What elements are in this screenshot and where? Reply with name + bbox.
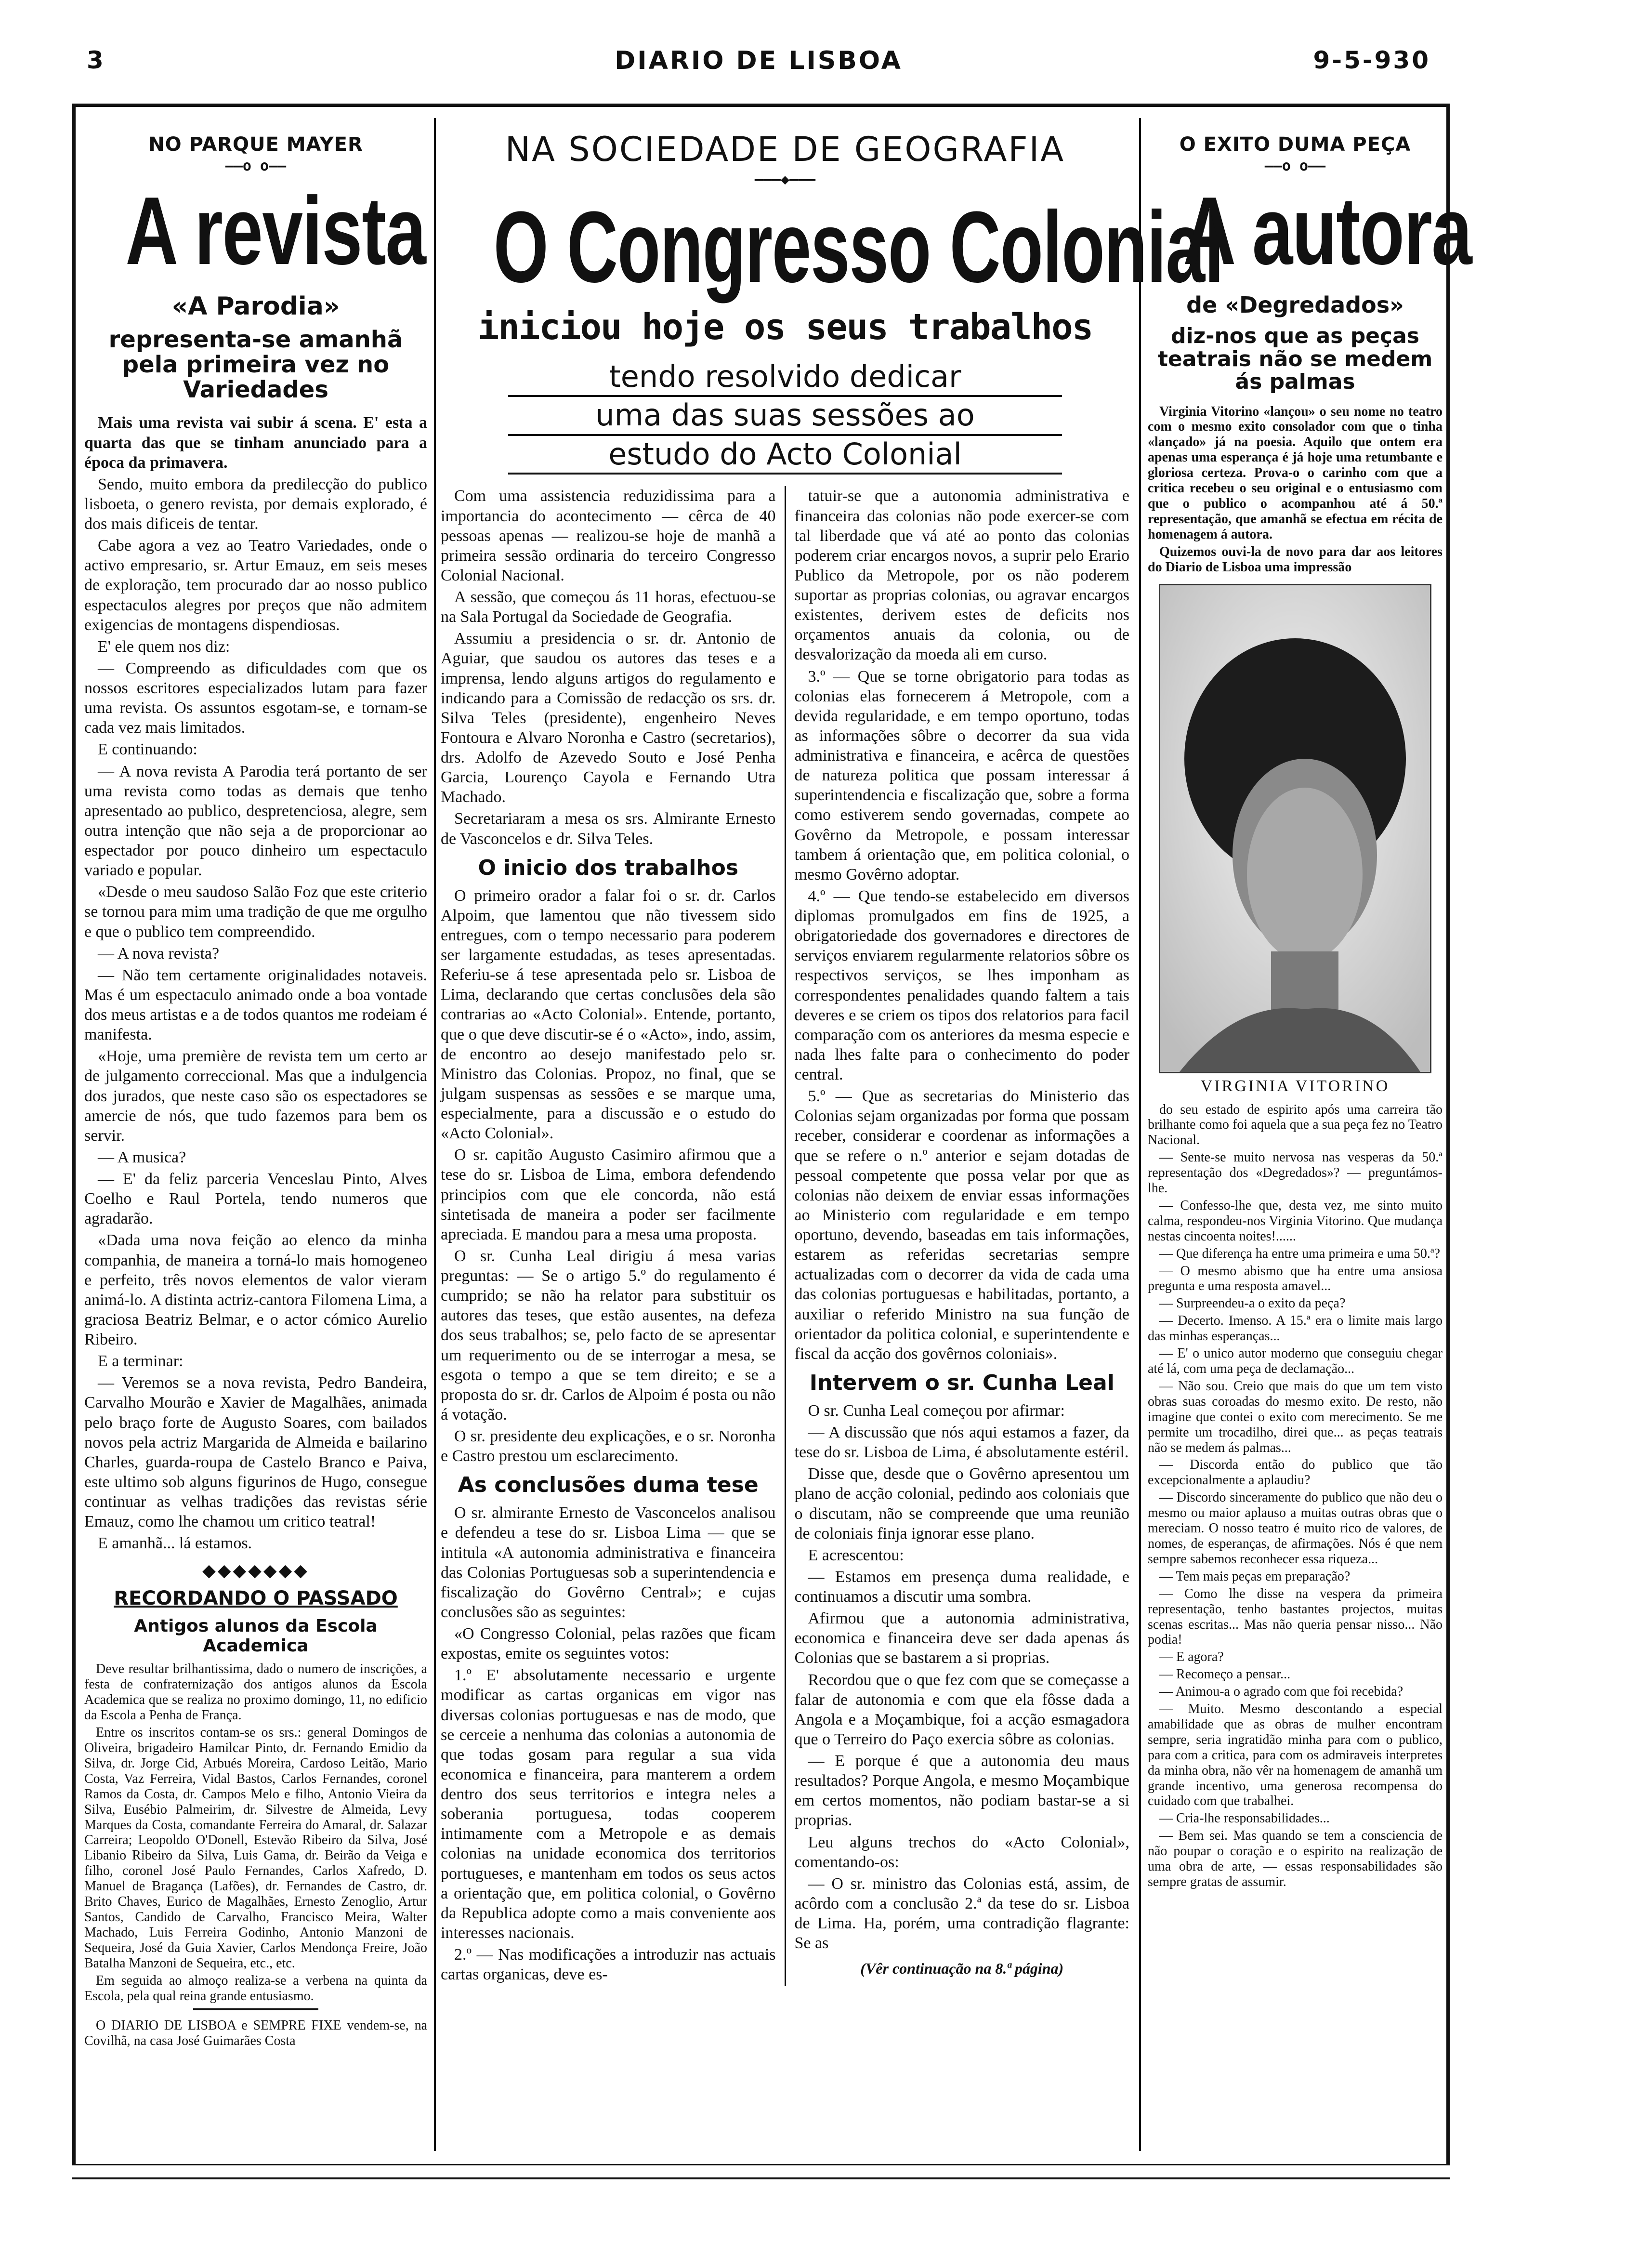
right-paragraph: do seu estado de espirito após uma carreira tão brilhante como foi aquela que a sua peça fez no Teatro Nacional. bbox=[1148, 1102, 1442, 1148]
center-paragraph: Recordou que o que fez com que se começasse a falar de autonomia e com que ela fôsse dada a Angola e a Moçambique, foi a acção esmagadora que o Terreiro do Paço exercia sôbre as colonias. bbox=[794, 1671, 1129, 1748]
left-section2-subtitle: Antigos alunos da Escola Academica bbox=[134, 1616, 378, 1656]
center-paragraph: E acrescentou: bbox=[808, 1546, 904, 1564]
right-paragraph: — Surpreendeu-a o exito da peça? bbox=[1159, 1296, 1346, 1311]
center-paragraph: 3.º — Que se torne obrigatorio para todas as colonias elas fornecerem á Metropole, com a devida regularidade, e em tempo oportuno, todas as informações sôbre o decorrer da sua vida administrativa e financeira, e acêrca de questões de natureza politica que possam interessar á superintendencia e fiscalização que, sobre a forma como estiverem sendo governadas, compete ao Govêrno da Metropole, e possam interessar tambem á orientação que, em politica colonial, o mesmo Govêrno adoptar. bbox=[794, 667, 1129, 883]
left-divider-ornament: ◆◆◆◆◆◆◆ bbox=[202, 1561, 309, 1581]
center-text-col-2 bbox=[795, 486, 1130, 1986]
right-paragraph: — Sente-se muito nervosa nas vesperas da 50.ª representação dos «Degredados»? — preguntámos-lhe. bbox=[1148, 1150, 1442, 1196]
left-paragraph: «Dada uma nova feição ao elenco da minha companhia, de maneira a torná-lo mais homogeneo e perfeito, três novos elementos de valor vieram animá-lo. A distinta actriz-cantora Filomena Lima, a graciosa Beatriz Belmar, e o actor cómico Aurelio Ribeiro. bbox=[84, 1231, 427, 1349]
right-intro-paragraph: Virginia Vitorino «lançou» o seu nome no teatro com o mesmo exito consolador com que o tinha «lançado» já na poesia. Aquilo que ontem era apenas uma esperança é já hoje uma retumbante e gloriosa certeza. Prova-o o carinho com que a critica recebeu o seu original e o entusiasmo com que o publico o acompanhou até á 50.ª representação, que amanhã se efectua em récita de homenagem á autora. bbox=[1148, 404, 1442, 542]
center-deck-line: tendo resolvido dedicar bbox=[508, 358, 1062, 397]
right-paragraph: — Como lhe disse na vespera da primeira representação, tenho bastantes projectos, muitas scenas escritas... Mas não queria pensar nisso... Não podia! bbox=[1148, 1586, 1442, 1648]
center-paragraph: O sr. presidente deu explicações, e o sr. Noronha e Castro prestou um esclarecimento. bbox=[441, 1427, 776, 1465]
left-section2-paragraph: Em seguida ao almoço realiza-se a verbena na quinta da Escola, pela qual reina grande entusiasmo. bbox=[84, 1973, 427, 2004]
center-col2-part1 bbox=[795, 486, 1130, 1364]
center-col1-head2: O inicio dos trabalhos bbox=[478, 855, 739, 880]
center-kicker: NA SOCIEDADE DE GEOGRAFIA bbox=[505, 130, 1065, 169]
center-col1-head3: As conclusões duma tese bbox=[458, 1473, 759, 1498]
right-paragraph: — Confesso-lhe que, desta vez, me sinto muito calma, respondeu-nos Virginia Vitorino. Que mudança nestas cincoenta noites!...... bbox=[1148, 1198, 1442, 1244]
right-paragraph: — Cria-lhe responsabilidades... bbox=[1159, 1811, 1330, 1826]
center-paragraph: O sr. Cunha Leal dirigiu á mesa varias preguntas: — Se o artigo 5.º do regulamento é cumprido; se não ha relator para substituir os autores das teses, que estão ausentes, na defeza dos seus trabalhos; se, pelo facto de se apresentar um requerimento ou de se interrogar a mesa, se esgota o tempo a que se tem direito; e se a proposta do sr. dr. Carlos de Alpoim é posta ou não á votação. bbox=[441, 1247, 776, 1424]
left-paragraph: «Hoje, uma première de revista tem um certo ar de julgamento correccional. Mas que a indulgencia dos jurados, que neste caso são os espectadores se amercie de nós, que tudo fazemos para bem os servir. bbox=[84, 1047, 427, 1145]
left-intro bbox=[84, 413, 427, 472]
center-paragraph: 4.º — Que tendo-se estabelecido em diversos diplomas promulgados em fins de 1925, a obrigatoriedade dos governadores e directores de serviços enviarem regularmente relatorios sôbre os respectivos serviços, se lhes imponham as correspondentes penalidades quando faltem a tais deveres e se criem os tipos dos relatorios para facil comparação com os anteriores da mesma especie e nada lhes falte para o conhecimento do poder central. bbox=[794, 887, 1129, 1084]
left-paragraph: — A nova revista A Parodia terá portanto de ser uma revista como todas as demais que tenho apresentado ao publico, despretenciosa, alegre, sem outra intenção que não seja a de proporcionar ao espectador por pouco dinheiro um espectaculo variado e popular. bbox=[84, 762, 427, 880]
center-paragraph: Assumiu a presidencia o sr. dr. Antonio de Aguiar, que saudou os autores das teses e a imprensa, lendo alguns artigos do regulamento e indicando para a Comissão de redacção os srs. dr. Silva Teles (presidente), engenheiro Neves Fontoura e Alvaro Noronha e Castro (secretarios), drs. Adolfo de Azevedo Souto e José Penha Garcia, Lourenço Cayola e Fernando Utra Machado. bbox=[441, 630, 776, 806]
right-paragraph: — Animou-a o agrado com que foi recebida? bbox=[1159, 1684, 1403, 1700]
center-paragraph: — E porque é que a autonomia deu maus resultados? Porque Angola, e mesmo Moçambique em certos momentos, não podiam bastar-se a si proprias. bbox=[794, 1752, 1129, 1830]
left-subhead: «A Parodia» bbox=[171, 292, 340, 321]
center-col2-part2 bbox=[795, 1401, 1130, 1953]
center-paragraph: O sr. capitão Augusto Casimiro afirmou que a tese do sr. Lisboa de Lima, embora defendendo principios com que ele concorda, não está sintetisada de maneira a poder ser facilmente apreciada. E mandou para a mesa uma proposta. bbox=[441, 1146, 776, 1243]
left-column bbox=[84, 118, 436, 2151]
center-paragraph: «O Congresso Colonial, pelas razões que ficam expostas, emite os seguintes votos: bbox=[441, 1625, 776, 1663]
center-paragraph: Leu alguns trechos do «Acto Colonial», comentando-os: bbox=[794, 1833, 1129, 1871]
right-interview-body bbox=[1148, 1102, 1442, 1890]
right-paragraph: — Decerto. Imenso. A 15.ª era o limite mais largo das minhas esperanças... bbox=[1148, 1313, 1442, 1344]
center-headline: O Congresso Colonial bbox=[493, 190, 1224, 303]
left-section2-title: RECORDANDO O PASSADO bbox=[114, 1587, 398, 1610]
center-ornament: ———◆——— bbox=[754, 171, 816, 188]
left-footer-note-text: O DIARIO DE LISBOA e SEMPRE FIXE vendem-se, na Covilhã, na casa José Guimarães Costa bbox=[84, 2018, 427, 2049]
center-subhead: iniciou hoje os seus trabalhos bbox=[477, 306, 1093, 348]
left-headline: A revista bbox=[125, 177, 426, 285]
center-paragraph: 2.º — Nas modificações a introduzir nas actuais cartas organicas, deve es- bbox=[441, 1946, 776, 1984]
masthead bbox=[87, 46, 1430, 75]
left-intro-text: Mais uma revista vai subir á scena. E' esta a quarta das que se tinham anunciado para a época da primavera. bbox=[84, 414, 427, 472]
center-paragraph: tatuir-se que a autonomia administrativa e financeira das colonias não pode exercer-se com tal liberdade que vá até ao ponto das colonias poderem criar encargos novos, a suprir pelo Erario Publico da Metropole, por os não poderem suportar as proprias colonias, ou agravar encargos existentes, derivem estes de deficits nos orçamentos anuais da colonia, ou de desvalorização da moeda ali em curso. bbox=[794, 487, 1129, 664]
center-text-col-1 bbox=[441, 486, 776, 1986]
center-paragraph: Secretariaram a mesa os srs. Almirante Ernesto de Vasconcelos e dr. Silva Teles. bbox=[441, 810, 776, 848]
left-paragraph: — A musica? bbox=[98, 1148, 186, 1166]
right-paragraph: — E agora? bbox=[1159, 1649, 1224, 1665]
center-paragraph: O sr. Cunha Leal começou por afirmar: bbox=[808, 1401, 1065, 1420]
portrait-caption: VIRGINIA VITORINO bbox=[1200, 1077, 1390, 1095]
left-paragraph: — E' da feliz parceria Venceslau Pinto, Alves Coelho e Raul Portela, tendo numeros que agradarão. bbox=[84, 1170, 427, 1228]
right-paragraph: — O mesmo abismo que ha entre uma ansiosa pregunta e uma resposta amavel... bbox=[1148, 1263, 1442, 1294]
left-paragraph: — A nova revista? bbox=[98, 944, 220, 963]
left-tagline: representa-se amanhã pela primeira vez no Variedades bbox=[108, 326, 403, 403]
right-paragraph: — Que diferença ha entre uma primeira e uma 50.ª? bbox=[1159, 1246, 1441, 1261]
center-col2-head: Intervem o sr. Cunha Leal bbox=[809, 1370, 1115, 1395]
left-article-body bbox=[84, 475, 427, 1554]
left-section2-paragraph: Deve resultar brilhantissima, dado o numero de inscrições, a festa de confraternização dos antigos alunos da Escola Academica que se realiza no proximo domingo, 11, no edificio da Escola a Penha de França. bbox=[84, 1661, 427, 1723]
center-paragraph: A sessão, que começou ás 11 horas, efectuou-se na Sala Portugal da Sociedade de Geografia. bbox=[441, 588, 776, 626]
right-tagline: diz-nos que as peças teatrais não se medem ás palmas bbox=[1157, 324, 1433, 395]
right-headline: A autora bbox=[1183, 177, 1472, 285]
center-paragraph: — A discussão que nós aqui estamos a fazer, da tese do sr. Lisboa de Lima, é absolutamente estéril. bbox=[794, 1424, 1129, 1462]
left-paragraph: — Compreendo as dificuldades com que os nossos escritores especializados lutam para fazer uma revista. Os assuntos esgotam-se, e tornam-se cada vez mais limitados. bbox=[84, 659, 427, 737]
right-paragraph: — Não sou. Creio que mais do que um tem visto obras suas coroadas do mesmo exito. De resto, não imagine que contei o exito com merecimento. Se me permite um trocadilho, direi que... as peças teatrais não se medem ás palmas... bbox=[1148, 1378, 1442, 1455]
left-paragraph: E amanhã... lá estamos. bbox=[98, 1534, 252, 1553]
portrait-photo bbox=[1159, 584, 1431, 1073]
center-paragraph: — O sr. ministro das Colonias está, assim, de acôrdo com a conclusão 2.ª da tese do sr. Lisboa de Lima. Ha, porém, uma contradição flagrante: Se as bbox=[794, 1874, 1129, 1952]
left-paragraph: E a terminar: bbox=[98, 1352, 184, 1371]
center-text-columns bbox=[441, 486, 1129, 1986]
center-column-divider bbox=[785, 486, 786, 1986]
page-number: 3 bbox=[87, 46, 104, 74]
right-ornament: ——o o—— bbox=[1264, 158, 1326, 174]
left-kicker: NO PARQUE MAYER bbox=[148, 133, 363, 156]
right-paragraph: — Discorda então do publico que tão excepcionalmente a aplaudiu? bbox=[1148, 1457, 1442, 1488]
left-paragraph: Sendo, muito embora da predilecção do publico lisboeta, o genero revista, por demais explorado, é dos mais dificeis de tentar. bbox=[84, 475, 427, 533]
left-footer-rule bbox=[193, 2008, 318, 2010]
right-subhead: de «Degredados» bbox=[1186, 292, 1404, 318]
center-paragraph: O sr. almirante Ernesto de Vasconcelos analisou e defendeu a tese do sr. Lisboa Lima — que se intitula «A autonomia administrativa e financeira das Colonias Portuguesas sob a superintendencia e fiscalização do Govêrno Central»; e cujas conclusões são as seguintes: bbox=[441, 1504, 776, 1621]
newspaper-name: DIARIO DE LISBOA bbox=[615, 46, 903, 75]
right-paragraph: — Tem mais peças em preparação? bbox=[1159, 1569, 1351, 1584]
portrait-illustration bbox=[1160, 585, 1430, 1072]
center-deck-line: estudo do Acto Colonial bbox=[508, 436, 1062, 475]
right-kicker: O EXITO DUMA PEÇA bbox=[1179, 133, 1411, 156]
center-paragraph: 5.º — Que as secretarias do Ministerio das Colonias sejam organizadas por forma que possam receber, considerar e coordenar as informações a que se refere o n.º anterior e sejam dotadas de pessoal competente que possa velar por que as colonias não deixem de enviar essas informações ao Ministerio com regularidade e em tempo oportuno, devendo, baseadas em tais informações, estarem as referidas secretarias sempre actualizadas com o decorrer da vida de cada uma das colonias portuguesas e habilitadas, portanto, a auxiliar o referido Ministro na sua função de orientador da politica colonial, e superintendente e fiscal da acção dos govêrnos coloniais». bbox=[794, 1087, 1129, 1363]
center-paragraph: Disse que, desde que o Govêrno apresentou um plano de acção colonial, pedindo aos coloniais que o discutam, não se compreende que uma reunião de coloniais finja ignorar esse plano. bbox=[794, 1465, 1129, 1543]
continuation-note: (Vêr continuação na 8.ª página) bbox=[860, 1960, 1064, 1978]
left-paragraph: E' ele quem nos diz: bbox=[98, 637, 230, 656]
center-col1-part1 bbox=[441, 486, 776, 848]
left-footer-note bbox=[84, 2018, 427, 2049]
left-paragraph: — Veremos se a nova revista, Pedro Bandeira, Carvalho Mourão e Xavier de Magalhães, animada pelo braço forte de Augusto Soares, com bailados novos pela actriz Margarida de Almeida e bailarino Charles, guarda-roupa de Castelo Branco e Paiva, este ultimo sob alguns figurinos de Hugo, consegue continuar as velhas tradições das revistas série Emauz, como lhe chamou um critico teatral! bbox=[84, 1374, 427, 1531]
left-section2-body bbox=[84, 1661, 427, 2004]
left-paragraph: Cabe agora a vez ao Teatro Variedades, onde o activo empresario, sr. Artur Emauz, em seis meses de exploração, tem procurado dar ao nosso publico espectaculos alegres por preços que não admitem exigencias de montagens dispendiosas. bbox=[84, 537, 427, 634]
right-paragraph: — Recomeço a pensar... bbox=[1159, 1667, 1291, 1682]
center-deck bbox=[508, 358, 1062, 475]
center-paragraph: Com uma assistencia reduzidissima para a importancia do acontecimento — cêrca de 40 pessoas apenas — realizou-se hoje de manhã a primeira sessão ordinaria do terceiro Congresso Colonial Nacional. bbox=[441, 487, 776, 584]
right-column bbox=[1139, 118, 1472, 2151]
center-paragraph: O primeiro orador a falar foi o sr. dr. Carlos Alpoim, que lamentou que não tivessem sido entregues, com o tempo necessario para poderem ser largamente estudadas, as teses apresentadas. Referiu-se á tese apresentada pelo sr. Lisboa de Lima, declarando que certas conclusões dela são contrarias ao «Acto Colonial». Entende, portanto, que o que deve discutir-se é o «Acto», indo, assim, de encontro ao desejo manifestado pelo sr. Ministro das Colonias. Propoz, no final, que se julgam suspensas as sessões e se marque uma, especialmente, para a discussão e o estudo do «Acto Colonial». bbox=[441, 886, 776, 1143]
right-intro-paragraph: Quizemos ouvi-la de novo para dar aos leitores do Diario de Lisboa uma impressão bbox=[1148, 544, 1442, 575]
center-col1-part2 bbox=[441, 886, 776, 1466]
center-col1-part3 bbox=[441, 1503, 776, 1984]
issue-date: 9-5-930 bbox=[1313, 46, 1430, 74]
center-paragraph: Afirmou que a autonomia administrativa, economica e financeira deve ser dada apenas ás Colonias que se bastarem a si proprias. bbox=[794, 1609, 1129, 1667]
left-paragraph: E continuando: bbox=[98, 740, 197, 759]
left-paragraph: — Não tem certamente originalidades notaveis. Mas é um espectaculo animado onde a boa vontade dos meus artistas e a de todos quantos me rodeiam é manifesta. bbox=[84, 966, 427, 1044]
right-paragraph: — E' o unico autor moderno que conseguiu chegar até lá, com uma peça de declamação... bbox=[1148, 1346, 1442, 1377]
left-paragraph: «Desde o meu saudoso Salão Foz que este criterio se tornou para mim uma tradição de que me orgulho e que o publico tem compreendido. bbox=[84, 883, 427, 941]
right-paragraph: — Bem sei. Mas quando se tem a consciencia de não poupar o coração e o espirito na realização de uma obra de arte, — essas responsabilidades são sempre gratas de assumir. bbox=[1148, 1828, 1442, 1890]
left-section2-paragraph: Entre os inscritos contam-se os srs.: general Domingos de Oliveira, brigadeiro Hamilcar Pinto, dr. Fernando Emidio da Silva, dr. Jorge Cid, Arbués Moreira, Cardoso Leitão, Mario Costa, Vaz Ferreira, Vidal Bastos, Carlos Fernandes, coronel Ramos da Costa, dr. Campos Melo e filho, Antonio Vieira da Silva, Eusébio Palmeirim, dr. Silvestre de Almeida, Levy Marques da Costa, comandante Ferreira do Amaral, dr. Salazar Carreira; Leopoldo O'Donell, Estevão Ribeiro da Silva, José Libanio Ribeiro da Silva, Luis Gama, dr. Beirão da Veiga e filho, coronel José Paulo Fernandes, Carlos Xafredo, D. Manuel de Bragança (Lafões), dr. Fernandes de Castro, dr. Brito Chaves, Eurico de Magalhães, Ernesto Zenoglio, Artur Santos, Candido de Carvalho, Francisco Meira, Walter Machado, Luis Ferreira Godinho, Antonio Manzoni de Sequeira, José da Guia Xavier, Carlos Mendonça Freire, João Batalha Manzoni de Sequeira, etc., etc. bbox=[84, 1725, 427, 1971]
right-paragraph: — Discordo sinceramente do publico que não deu o mesmo ou maior aplauso a muitas outras obras que o mereciam. O nosso teatro é muito rico de valores, de nomes, de esperanças, de afirmações. Nós é que nem sempre sabemos reconhecer essa riqueza... bbox=[1148, 1490, 1442, 1567]
center-paragraph: — Estamos em presença duma realidade, e continuamos a discutir uma sombra. bbox=[794, 1568, 1129, 1606]
center-paragraph: 1.º E' absolutamente necessario e urgente modificar as cartas organicas em vigor nas diversas colonias portuguesas e nas de modo, que se cerceie a nenhuma das colonias a autonomia de que todas gosam para regular a sua vida economica e financeira, para manterem a ordem dentro dos seus territorios e integra neles a soberania portuguesa, todas cooperem intimamente com a Metropole e as demais colonias na unidade economica dos territorios portugueses, e mantenham em todos os seus actos a orientação que, em politica colonial, o Govêrno da Republica adopte como a mais conveniente aos interesses nacionais. bbox=[441, 1666, 776, 1942]
left-ornament: ——o o—— bbox=[225, 158, 287, 174]
center-deck-line: uma das suas sessões ao bbox=[508, 397, 1062, 435]
bottom-rule bbox=[72, 2177, 1450, 2179]
right-intro bbox=[1148, 404, 1442, 575]
right-paragraph: — Muito. Mesmo descontando a especial amabilidade que as obras de mulher encontram sempre, seria ingratidão minha para com o publico, para com a critica, para com os admiraveis interpretes da minha obra, não vêr na homenagem de amanhã um grande incentivo, uma generosa recompensa do cuidado com que trabalhei. bbox=[1148, 1701, 1442, 1809]
